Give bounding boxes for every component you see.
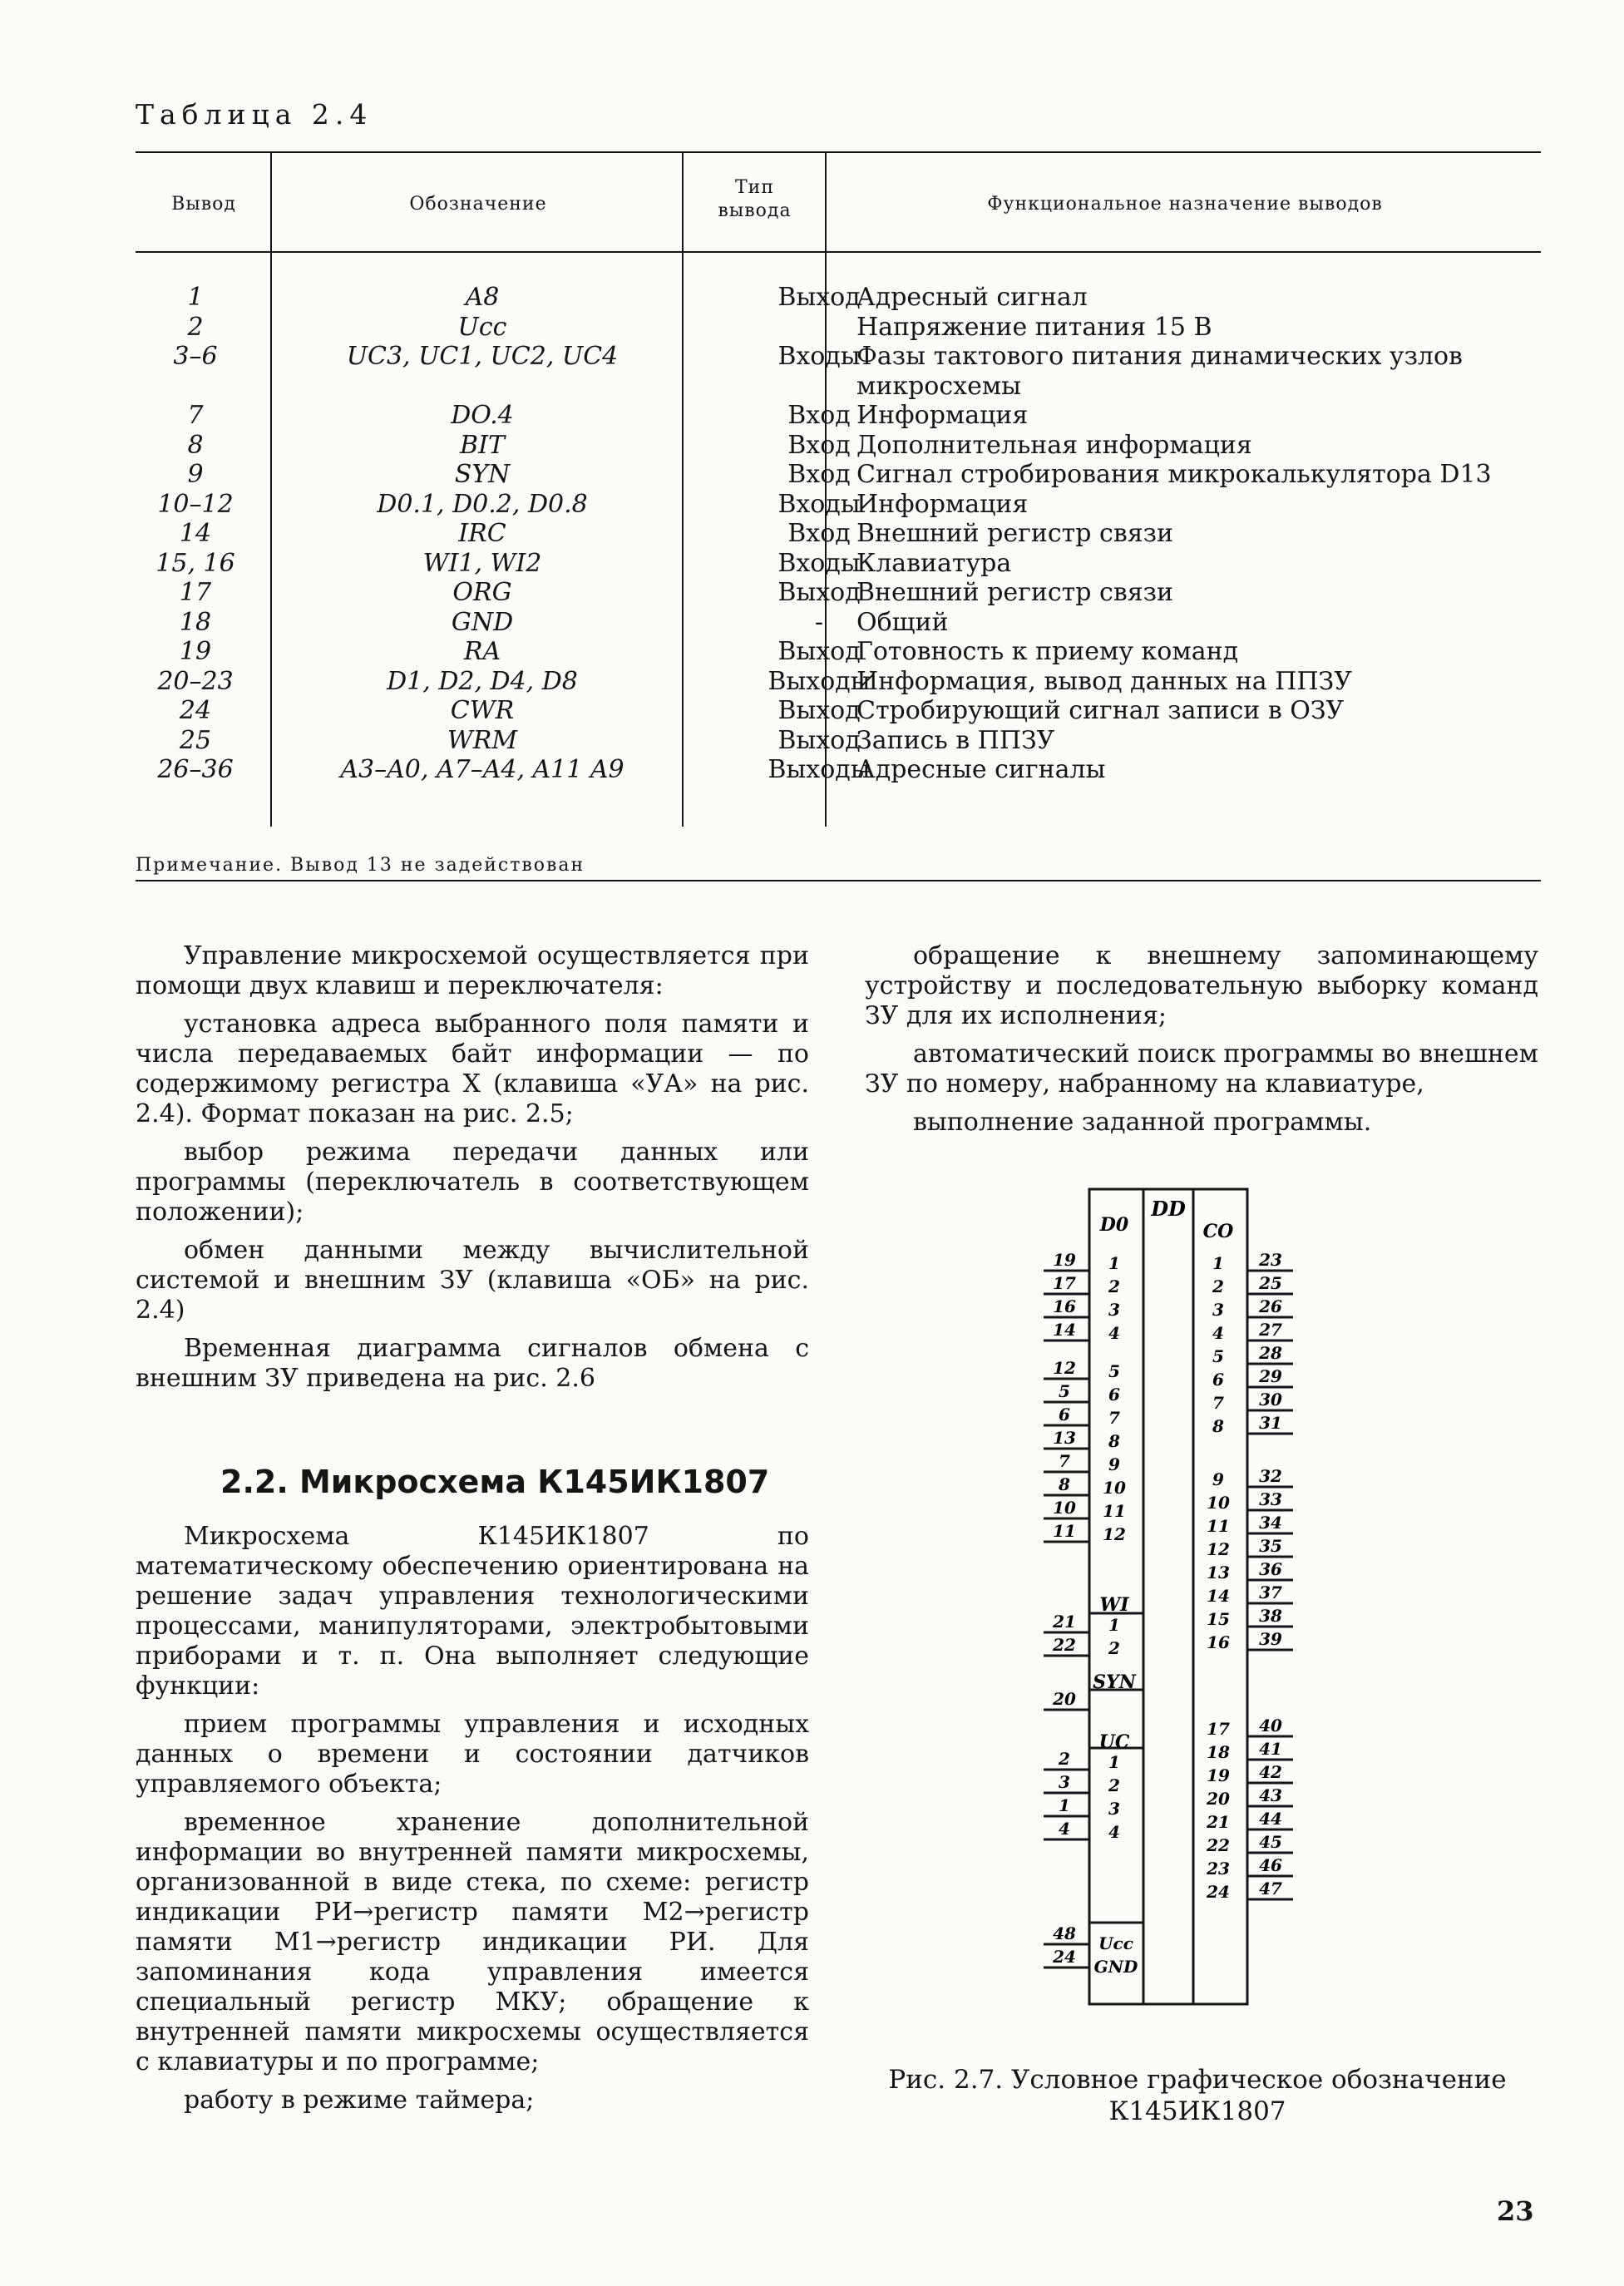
table-header-rule	[136, 251, 1541, 253]
left-inner-number: 9	[1108, 1454, 1120, 1474]
left-pin-number: 21	[1053, 1612, 1076, 1632]
table-row	[141, 431, 1538, 461]
type-cell: Вход	[787, 460, 851, 489]
function-cell: Внешний регистр связи	[856, 519, 1173, 548]
right-pin-number: 42	[1259, 1762, 1282, 1782]
right-pin-number: 36	[1259, 1559, 1282, 1579]
left-pin-number: 22	[1053, 1635, 1076, 1655]
table-row	[141, 667, 1538, 697]
right-inner-number: 2	[1212, 1276, 1224, 1296]
type-cell: Выход	[777, 725, 861, 755]
right-inner-number: 24	[1207, 1882, 1230, 1902]
table-row	[141, 755, 1538, 785]
left-inner-number: 2	[1108, 1276, 1120, 1296]
pin-cell: 2	[187, 312, 204, 342]
right-inner-number: 18	[1207, 1742, 1230, 1762]
paragraph: Микросхема К145ИК1807 по математическому обеспечению ориентирована на решение задач управления технологическими процессами, манипуляторами, электробытовыми приборами и т. п. Она выполняет следующие функции:	[136, 1522, 809, 1701]
left-pin-number: 5	[1059, 1381, 1070, 1401]
left-inner-number: 11	[1103, 1501, 1126, 1521]
type-cell: Входы	[777, 342, 861, 371]
right-inner-number: 19	[1207, 1765, 1230, 1785]
function-cell: Общий	[856, 607, 949, 637]
pin-cell: 18	[179, 607, 212, 637]
right-pin-number: 41	[1259, 1739, 1282, 1759]
table-row	[141, 608, 1538, 638]
left-pin-number: 8	[1059, 1474, 1070, 1494]
page-number: 23	[1497, 2195, 1534, 2227]
paragraph: прием программы управления и исходных данных о времени и состоянии датчиков управляемого объекта;	[136, 1710, 809, 1799]
paragraph: выполнение заданной программы.	[913, 1108, 1372, 1137]
pin-cell: 14	[179, 519, 212, 548]
right-inner-number: 10	[1207, 1493, 1230, 1513]
table-bottom-rule	[136, 880, 1541, 881]
right-pin-number: 35	[1259, 1536, 1282, 1556]
designation-cell: IRC	[458, 519, 506, 548]
right-pin-number: 23	[1259, 1250, 1282, 1270]
paragraph: временное хранение дополнительной информации во внутренней памяти микросхемы, организованной в виде стека, по схеме: регистр индикации РИ→регистр памяти М2→регистр памяти М1→регистр индикации РИ. Для запоминания кода управления имеется специальный регистр МКУ; обращение к внутренней памяти микросхемы осуществляется с клавиатуры и по программе;	[136, 1808, 809, 2076]
function-cell: Внешний регистр связи	[856, 578, 1173, 607]
pin-cell: 3–6	[173, 342, 218, 371]
designation-cell: D1, D2, D4, D8	[387, 666, 578, 696]
right-pin-number: 32	[1259, 1466, 1282, 1486]
left-inner-number: 6	[1108, 1385, 1120, 1405]
paragraph: Временная диаграмма сигналов обмена с внешним ЗУ приведена на рис. 2.6	[136, 1334, 809, 1393]
table-row	[141, 726, 1538, 756]
right-inner-number: 12	[1207, 1539, 1230, 1559]
right-pin-number: 39	[1259, 1629, 1282, 1649]
left-body	[136, 1522, 809, 2124]
left-pin-number: 19	[1053, 1250, 1076, 1270]
left-inner-number: 4	[1108, 1822, 1120, 1842]
right-inner-number: 6	[1212, 1370, 1224, 1390]
caption-line-2: К145ИК1807	[1108, 2096, 1286, 2126]
right-pin-number: 26	[1259, 1296, 1282, 1316]
right-pin-number: 25	[1259, 1273, 1282, 1293]
power-pin-label: Ucc	[1098, 1933, 1133, 1953]
pin-cell: 10–12	[157, 489, 234, 519]
paragraph: Управление микросхемой осуществляется при помощи двух клавиш и переключателя:	[136, 941, 809, 1000]
right-pin-number: 34	[1259, 1513, 1282, 1533]
left-inner-number: 10	[1103, 1478, 1126, 1498]
designation-cell: UC3, UC1, UC2, UC4	[346, 342, 619, 371]
table-row	[141, 313, 1538, 343]
left-pin-number: 7	[1059, 1451, 1070, 1471]
right-inner-number: 9	[1212, 1469, 1224, 1489]
left-inner-number: 2	[1108, 1775, 1120, 1795]
type-cell: Выход	[777, 578, 861, 607]
type-cell: Вход	[787, 519, 851, 548]
right-pin-number: 27	[1259, 1320, 1282, 1340]
left-pin-number: 20	[1053, 1689, 1076, 1709]
left-pin-number: 6	[1059, 1405, 1070, 1424]
left-inner-number: 12	[1103, 1524, 1126, 1544]
paragraph: автоматический поиск программы во внешнем ЗУ по номеру, набранному на клавиатуре,	[865, 1039, 1538, 1099]
function-cell: Адресный сигнал	[856, 283, 1088, 312]
paragraph: обмен данными между вычислительной системой и внешним ЗУ (клавиша «ОБ» на рис. 2.4)	[136, 1236, 809, 1325]
right-pin-number: 47	[1259, 1879, 1282, 1898]
right-inner-number: 13	[1207, 1563, 1230, 1582]
type-cell: -	[814, 607, 824, 637]
table-row	[141, 401, 1538, 431]
paragraph: выбор режима передачи данных или программы (переключатель в соответствующем положении);	[136, 1138, 809, 1227]
pin-cell: 25	[179, 725, 212, 755]
left-pin-number: 1	[1059, 1795, 1070, 1815]
left-pin-number: 17	[1053, 1273, 1076, 1293]
function-cell: Стробирующий сигнал записи в ОЗУ	[856, 696, 1345, 725]
type-cell: Выходы	[768, 755, 871, 784]
group-label: WI	[1099, 1594, 1129, 1616]
right-inner-number: 5	[1212, 1346, 1224, 1366]
left-inner-number: 1	[1108, 1752, 1120, 1772]
right-pin-number: 33	[1259, 1489, 1282, 1509]
table-row	[141, 519, 1538, 549]
table-row	[141, 283, 1538, 313]
pin-cell: 26–36	[157, 755, 234, 784]
function-cell: Адресные сигналы	[856, 755, 1106, 784]
left-inner-number: 7	[1108, 1408, 1120, 1428]
left-inner-number: 4	[1108, 1323, 1120, 1343]
pin-cell: 19	[179, 637, 212, 666]
header-pin: Вывод	[171, 194, 236, 215]
right-pin-number: 30	[1259, 1390, 1282, 1410]
designation-cell: A8	[465, 283, 500, 312]
pin-cell: 7	[187, 401, 204, 430]
function-cell: Сигнал стробирования микрокалькулятора D13	[856, 460, 1492, 489]
pin-cell: 24	[179, 696, 212, 725]
right-inner-number: 20	[1207, 1789, 1230, 1809]
left-inner-number: 8	[1108, 1431, 1120, 1451]
designation-cell: CWR	[450, 696, 515, 725]
designation-cell: A3–A0, A7–A4, A11 A9	[340, 755, 624, 784]
type-cell: Выход	[777, 637, 861, 666]
left-pin-number: 3	[1059, 1772, 1070, 1792]
paragraph: обращение к внешнему запоминающему устройству и последовательную выборку команд ЗУ для их исполнения;	[865, 941, 1538, 1030]
table-row	[141, 696, 1538, 726]
designation-cell: WI1, WI2	[422, 548, 542, 578]
right-inner-number: 14	[1207, 1586, 1230, 1606]
right-inner-number: 8	[1212, 1416, 1224, 1436]
section-heading: 2.2. Микросхема К145ИК1807	[220, 1464, 770, 1500]
designation-cell: WRM	[447, 725, 518, 755]
table-top-rule	[136, 151, 1541, 153]
left-inner-number: 1	[1108, 1253, 1120, 1273]
right-pin-number: 28	[1259, 1343, 1282, 1363]
right-pin-number: 45	[1259, 1832, 1282, 1852]
function-cell: Информация	[856, 401, 1029, 430]
function-cell: Информация, вывод данных на ППЗУ	[856, 666, 1352, 696]
right-inner-number: 21	[1207, 1812, 1230, 1832]
right-inner-number: 7	[1212, 1393, 1224, 1413]
function-cell: Дополнительная информация	[856, 430, 1252, 460]
function-cell: Фазы тактового питания динамических узлов	[856, 342, 1463, 371]
left-inner-number: 2	[1108, 1638, 1120, 1658]
group-label: UC	[1098, 1731, 1130, 1753]
right-pin-number: 37	[1259, 1582, 1282, 1602]
left-inner-number: 5	[1108, 1361, 1120, 1381]
header-type-1: Тип	[735, 177, 774, 198]
designation-cell: BIT	[460, 430, 505, 460]
type-cell: Выход	[777, 696, 861, 725]
type-cell: Вход	[787, 401, 851, 430]
chip-title: DD	[1151, 1197, 1186, 1221]
left-pin-number: 4	[1059, 1819, 1070, 1839]
designation-cell: Ucc	[457, 312, 507, 342]
type-cell: Входы	[777, 489, 861, 519]
right-body	[865, 941, 1538, 1146]
right-inner-number: 11	[1207, 1516, 1230, 1536]
chip-diagram	[981, 1181, 1347, 2012]
header-designation: Обозначение	[409, 194, 547, 215]
right-pin-number: 31	[1259, 1413, 1282, 1433]
function-cell: микросхемы	[856, 371, 1022, 401]
function-cell: Напряжение питания 15 В	[856, 312, 1212, 342]
table-row	[141, 372, 1538, 402]
designation-cell: GND	[451, 607, 514, 637]
left-intro	[136, 941, 809, 1402]
group-label: SYN	[1093, 1671, 1136, 1693]
power-pin-label: GND	[1093, 1957, 1138, 1977]
function-cell: Готовность к приему команд	[856, 637, 1239, 666]
table-row	[141, 549, 1538, 579]
table-row	[141, 490, 1538, 520]
type-cell: Вход	[787, 430, 851, 460]
pin-cell: 8	[187, 430, 204, 460]
right-pin-number: 38	[1259, 1606, 1282, 1626]
right-inner-number: 1	[1212, 1253, 1224, 1273]
designation-cell: SYN	[454, 460, 511, 489]
pin-cell: 1	[187, 283, 204, 312]
caption-line-1: Рис. 2.7. Условное графическое обозначение	[888, 2065, 1507, 2095]
left-inner-number: 3	[1108, 1300, 1120, 1320]
right-inner-number: 15	[1207, 1609, 1230, 1629]
function-cell: Клавиатура	[856, 548, 1012, 578]
left-pin-number: 14	[1053, 1320, 1076, 1340]
header-function: Функциональное назначение выводов	[987, 194, 1383, 215]
left-inner-number: 3	[1108, 1799, 1120, 1819]
right-inner-number: 16	[1207, 1632, 1230, 1652]
header-type-2: вывода	[718, 200, 792, 221]
pin-cell: 17	[179, 578, 212, 607]
right-inner-number: 3	[1212, 1300, 1224, 1320]
left-pin-number: 10	[1053, 1498, 1076, 1518]
paragraph: установка адреса выбранного поля памяти и числа передаваемых байт информации — по содержимому регистра X (клавиша «УА» на рис. 2.4). Формат показан на рис. 2.5;	[136, 1010, 809, 1128]
left-pin-number: 2	[1059, 1749, 1070, 1769]
right-pin-number: 29	[1259, 1366, 1282, 1386]
left-pin-number: 12	[1053, 1358, 1076, 1378]
table-row	[141, 460, 1538, 490]
function-cell: Запись в ППЗУ	[856, 725, 1055, 755]
power-pin-number: 24	[1053, 1947, 1076, 1967]
paragraph: работу в режиме таймера;	[184, 2086, 535, 2115]
table-caption: Таблица 2.4	[136, 98, 373, 131]
type-cell: Входы	[777, 548, 861, 578]
right-pin-number: 44	[1259, 1809, 1282, 1829]
designation-cell: ORG	[452, 578, 512, 607]
group-label: CO	[1202, 1221, 1234, 1242]
group-label: D0	[1099, 1214, 1129, 1236]
power-pin-number: 48	[1053, 1923, 1076, 1943]
table-row	[141, 342, 1538, 372]
left-pin-number: 13	[1053, 1428, 1076, 1448]
pin-cell: 9	[187, 460, 204, 489]
pin-cell: 15, 16	[155, 548, 235, 578]
designation-cell: RA	[463, 637, 501, 666]
table-row	[141, 578, 1538, 608]
right-inner-number: 23	[1207, 1859, 1230, 1879]
type-cell: Выходы	[768, 666, 871, 696]
left-pin-number: 16	[1053, 1296, 1076, 1316]
designation-cell: DO.4	[451, 401, 514, 430]
right-pin-number: 46	[1259, 1855, 1282, 1875]
right-pin-number: 43	[1259, 1785, 1282, 1805]
pin-cell: 20–23	[157, 666, 234, 696]
right-pin-number: 40	[1259, 1716, 1282, 1735]
right-inner-number: 22	[1207, 1835, 1230, 1855]
table-row	[141, 637, 1538, 667]
type-cell: Выход	[777, 283, 861, 312]
figure-caption	[856, 2064, 1538, 2127]
left-pin-number: 11	[1053, 1521, 1076, 1541]
designation-cell: D0.1, D0.2, D0.8	[377, 489, 588, 519]
right-inner-number: 17	[1207, 1719, 1230, 1739]
table-note: Примечание. Вывод 13 не задействован	[136, 855, 585, 876]
left-inner-number: 1	[1108, 1615, 1120, 1635]
function-cell: Информация	[856, 489, 1029, 519]
right-inner-number: 4	[1212, 1323, 1224, 1343]
